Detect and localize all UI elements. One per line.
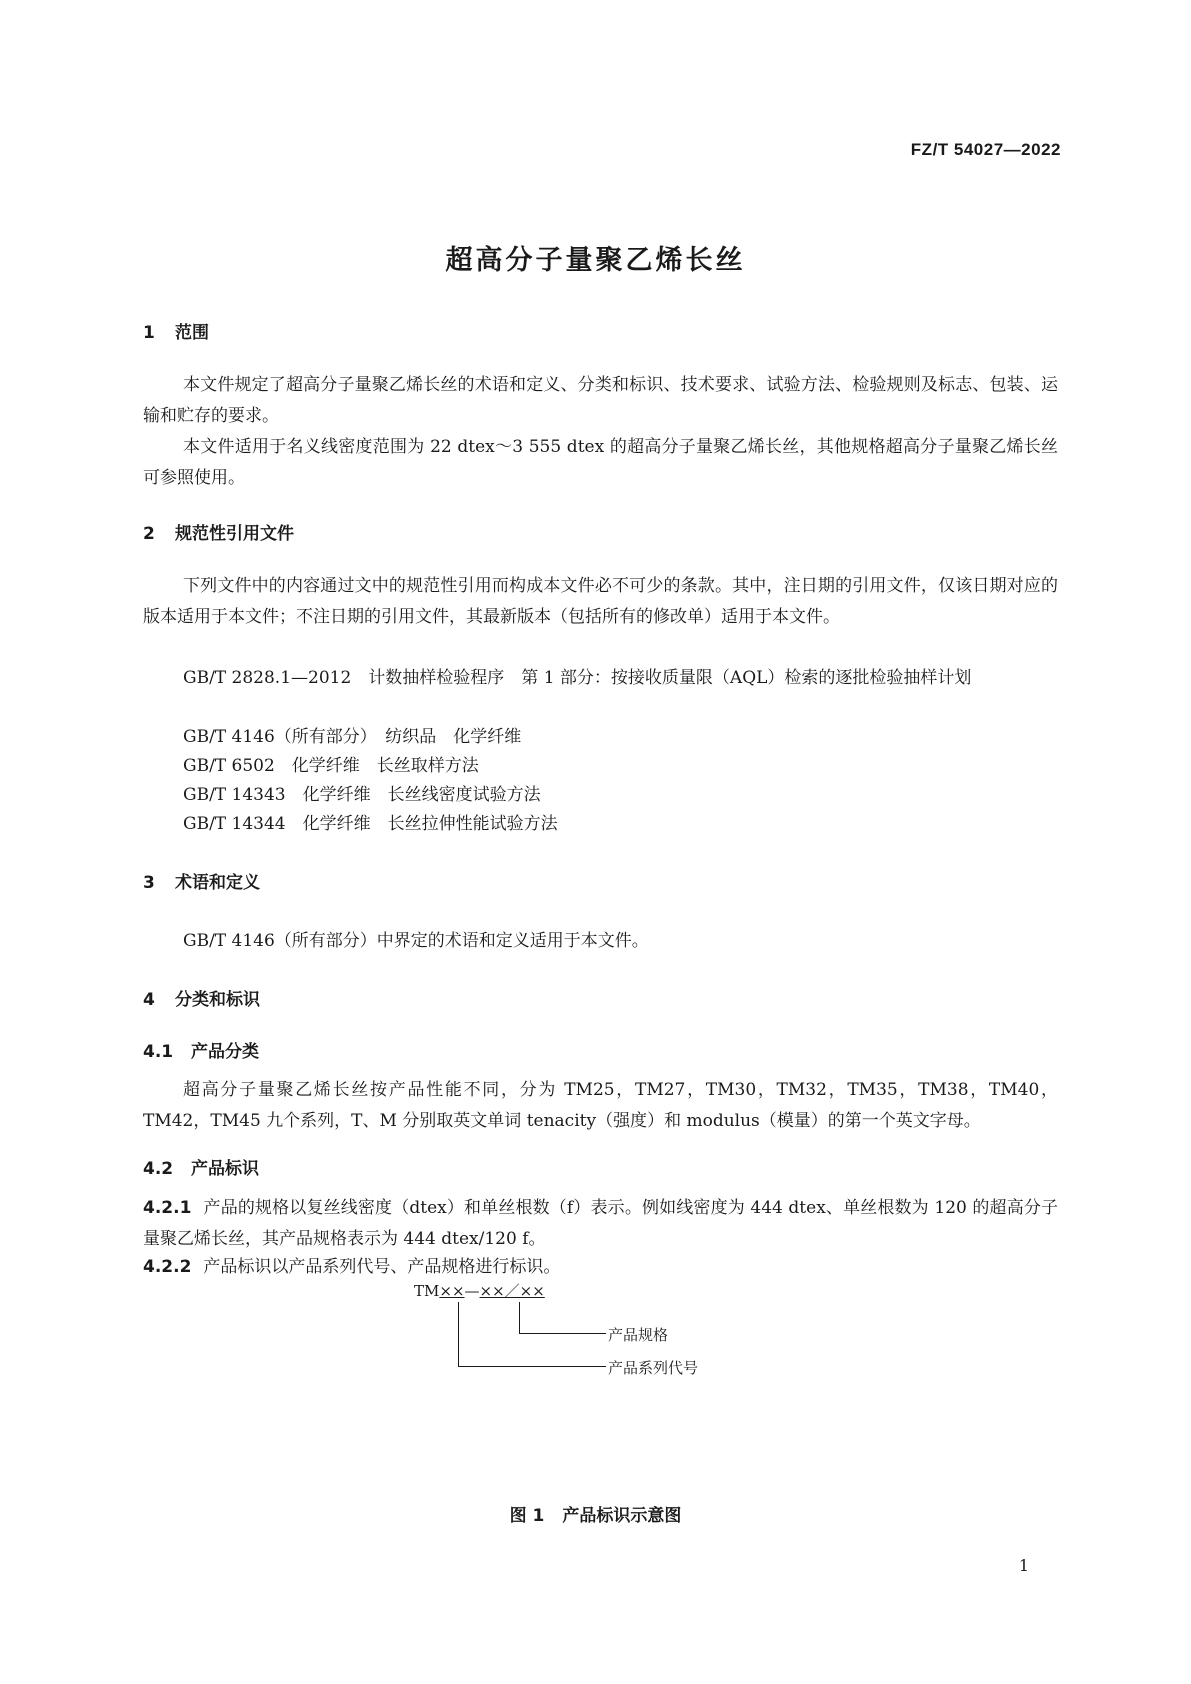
- subsection-number: 4.2: [143, 1159, 174, 1179]
- code-prefix: TM: [414, 1282, 440, 1300]
- subsection-4-1-heading: [143, 1037, 259, 1062]
- page-number: 1: [1018, 1556, 1029, 1575]
- reference-item: GB/T 14344 化学纤维 长丝拉伸性能试验方法: [183, 814, 558, 834]
- subsection-4-2-heading: [143, 1154, 259, 1179]
- product-code-diagram: [414, 1280, 545, 1301]
- standard-code: FZ/T 54027—2022: [910, 140, 1061, 159]
- reference-item: GB/T 4146（所有部分） 纺织品 化学纤维: [183, 727, 522, 747]
- section-1-heading: [143, 318, 209, 343]
- section-title: 术语和定义: [175, 873, 260, 893]
- section-2-paragraph-1: 下列文件中的内容通过文中的规范性引用而构成本文件必不可少的条款。其中，注日期的引用文件，仅该日期对应的版本适用于本文件；不注日期的引用文件，其最新版本（包括所有的修改单）适用于本文件。: [143, 576, 1058, 627]
- section-number: 3: [143, 873, 155, 893]
- section-number: 4: [143, 990, 155, 1010]
- code-spec-placeholder: ××／××: [479, 1282, 545, 1300]
- label-product-series-code: 产品系列代号: [608, 1359, 699, 1377]
- section-2-heading: [143, 519, 294, 544]
- section-3-paragraph-1: GB/T 4146（所有部分）中界定的术语和定义适用于本文件。: [183, 931, 649, 951]
- section-1-paragraph-2: 本文件适用于名义线密度范围为 22 dtex～3 555 dtex 的超高分子量聚乙烯长丝，其他规格超高分子量聚乙烯长丝可参照使用。: [143, 437, 1058, 488]
- clause-4-2-2: [143, 1252, 1058, 1283]
- document-title: 超高分子量聚乙烯长丝: [445, 245, 746, 276]
- reference-item: GB/T 6502 化学纤维 长丝取样方法: [183, 756, 479, 776]
- code-dash: —: [464, 1282, 480, 1300]
- subsection-4-1-paragraph: 超高分子量聚乙烯长丝按产品性能不同，分为 TM25，TM27，TM30，TM32，TM35，TM38，TM40，TM42，TM45 九个系列，T、M 分别取英文单词 tenacity（强度）和 modulus（模量）的第一个英文字母。: [143, 1080, 1058, 1131]
- subsection-title: 产品标识: [191, 1159, 259, 1179]
- clause-text: 产品的规格以复丝线密度（dtex）和单丝根数（f）表示。例如线密度为 444 dtex、单丝根数为 120 的超高分子量聚乙烯长丝，其产品规格表示为 444 dtex/120 f。: [143, 1198, 1058, 1249]
- clause-number: 4.2.2: [143, 1257, 192, 1277]
- subsection-title: 产品分类: [191, 1042, 259, 1062]
- figure-caption-text: 产品标识示意图: [562, 1506, 682, 1526]
- reference-item: GB/T 2828.1—2012 计数抽样检验程序 第 1 部分：按接收质量限（AQL）检索的逐批检验抽样计划: [183, 668, 972, 688]
- section-4-heading: [143, 985, 260, 1010]
- section-number: 1: [143, 323, 155, 343]
- leader-line-spec-vertical: [519, 1302, 520, 1333]
- figure-caption: [0, 1501, 1191, 1526]
- reference-item: GB/T 14343 化学纤维 长丝线密度试验方法: [183, 785, 541, 805]
- code-series-placeholder: ××: [439, 1282, 465, 1300]
- leader-line-series-horizontal: [458, 1366, 606, 1367]
- leader-line-spec-horizontal: [519, 1333, 606, 1334]
- leader-line-series-vertical: [458, 1302, 459, 1366]
- section-title: 规范性引用文件: [175, 524, 294, 544]
- label-product-spec: 产品规格: [608, 1326, 669, 1344]
- section-3-heading: [143, 868, 260, 893]
- subsection-number: 4.1: [143, 1042, 174, 1062]
- figure-number: 图 1: [509, 1506, 545, 1526]
- clause-number: 4.2.1: [143, 1198, 192, 1218]
- section-title: 范围: [175, 323, 209, 343]
- clause-4-2-1: [143, 1193, 1058, 1255]
- section-title: 分类和标识: [175, 990, 260, 1010]
- section-1-paragraph-1: 本文件规定了超高分子量聚乙烯长丝的术语和定义、分类和标识、技术要求、试验方法、检验规则及标志、包装、运输和贮存的要求。: [143, 375, 1058, 426]
- section-number: 2: [143, 524, 155, 544]
- clause-text: 产品标识以产品系列代号、产品规格进行标识。: [203, 1257, 561, 1277]
